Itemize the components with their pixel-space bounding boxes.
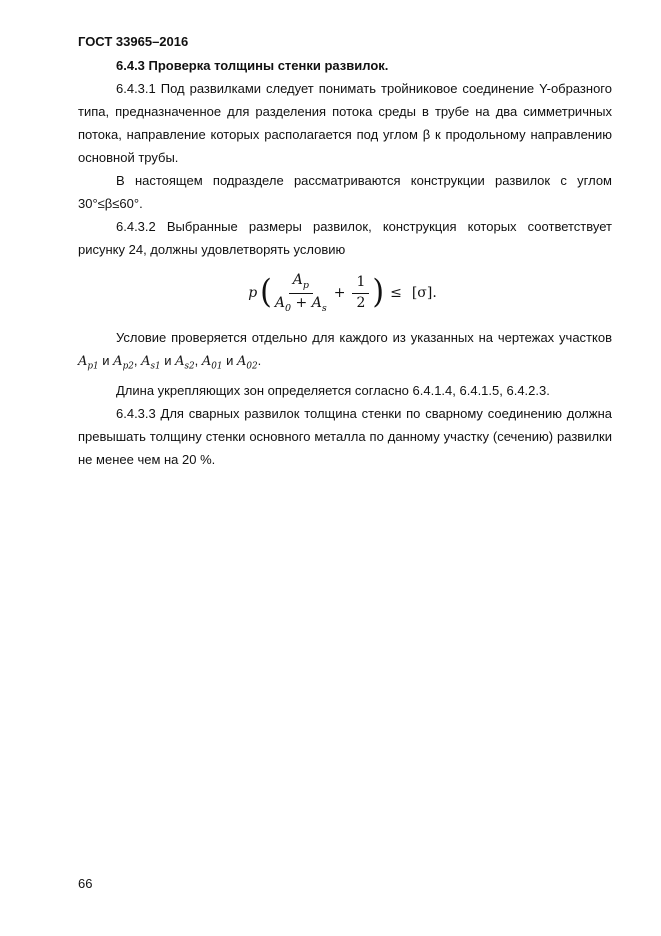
separator-and-2: и xyxy=(160,353,176,369)
formula xyxy=(78,272,612,314)
section-as2-sub: s2 xyxy=(184,361,195,372)
formula-left-paren: ( xyxy=(260,273,272,312)
section-ap2-base: A xyxy=(113,354,123,370)
formula-fraction-half xyxy=(352,274,369,312)
separator-comma-2: , xyxy=(194,353,202,369)
paragraph-6-4-3-1: 6.4.3.1 Под развилками следует понимать тройниковое соединение Y-образного типа, предназначенное для разделения потока среды в трубе на два симметричных потока, направление которых располагается под углом β к продольному направлению основной трубы. xyxy=(78,81,612,165)
page-number: 66 xyxy=(78,876,93,891)
section-a01-sub: 01 xyxy=(211,361,223,372)
separator-and-1: и xyxy=(98,353,114,369)
sentence-period: . xyxy=(257,353,262,369)
section-ap1-sub: p1 xyxy=(87,361,99,372)
section-as1-base: A xyxy=(141,354,151,370)
formula-den-second-base: A xyxy=(311,294,322,311)
separator-and-3: и xyxy=(222,353,238,369)
section-heading: 6.4.3 Проверка толщины стенки развилок. xyxy=(116,58,389,73)
formula-fraction-areas xyxy=(275,272,327,314)
formula-num-base: A xyxy=(292,272,303,288)
section-a02-sub: 02 xyxy=(246,361,258,372)
document-header: ГОСТ 33965–2016 xyxy=(78,34,189,49)
formula-fraction-denominator xyxy=(275,294,327,315)
formula-num-sub: p xyxy=(302,279,309,291)
paragraph-6-4-3-3: 6.4.3.3 Для сварных развилок толщина стенки по сварному соединению должна превышать толщину стенки основного металла по данному участку (сечению) развилки не менее чем на 20 %. xyxy=(78,405,612,467)
formula-half-denominator: 2 xyxy=(356,294,366,311)
section-a01-base: A xyxy=(201,354,212,370)
formula-half-numerator: 1 xyxy=(352,274,369,294)
paragraph-reinforcement-zones: Длина укрепляющих зон определяется согласно 6.4.1.4, 6.4.1.5, 6.4.2.3. xyxy=(116,382,550,398)
paragraph-6-4-3-2: 6.4.3.2 Выбранные размеры развилок, конструкция которых соответствует рисунку 24, должны удовлетворять условию xyxy=(78,219,612,257)
separator-comma-1: , xyxy=(133,353,142,369)
formula-fraction-numerator xyxy=(289,272,313,294)
section-ap1-base: A xyxy=(78,354,88,370)
formula-plus: + xyxy=(333,285,346,302)
formula-p: p xyxy=(248,285,258,302)
formula-den-second-sub: s xyxy=(321,302,327,314)
section-as1-sub: s1 xyxy=(150,361,161,372)
formula-den-first-base: A xyxy=(274,294,286,311)
paragraph-condition-sections xyxy=(78,326,612,379)
formula-leq-sign: ≤ xyxy=(390,285,402,302)
section-ap2-sub: p2 xyxy=(122,361,134,372)
section-a02-base: A xyxy=(237,354,247,370)
paragraph-angle-range: В настоящем подразделе рассматриваются конструкции развилок с углом 30°≤β≤60°. xyxy=(78,173,612,211)
formula-den-plus: + xyxy=(291,294,312,311)
formula-right-paren: ) xyxy=(372,273,385,312)
section-as2-base: A xyxy=(175,354,185,370)
formula-den-first-sub: 0 xyxy=(285,302,292,314)
formula-sigma-limit: [σ]. xyxy=(411,285,437,302)
condition-lead-text: Условие проверяется отдельно для каждого из указанных на чертежах участков xyxy=(116,330,612,346)
